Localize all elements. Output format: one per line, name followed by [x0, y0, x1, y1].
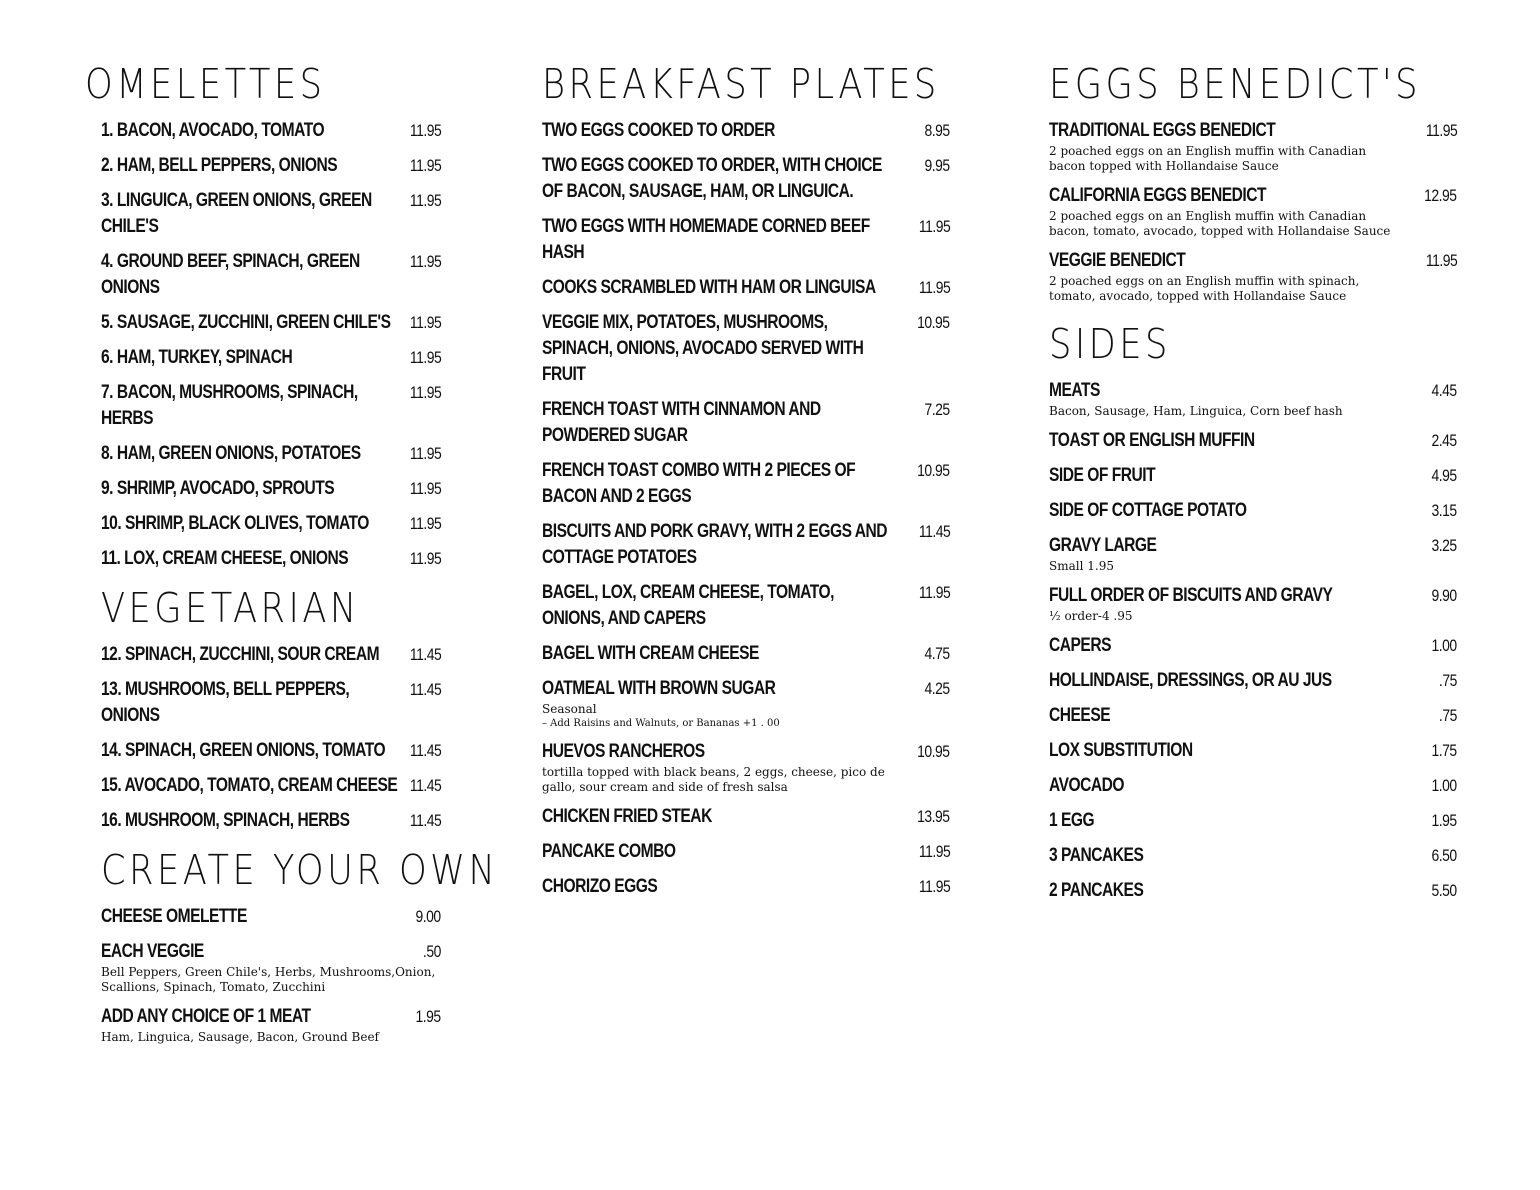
menu-item-name: CALIFORNIA EGGS BENEDICT	[1049, 185, 1267, 206]
menu-item-name: 3 PANCAKES	[1049, 845, 1144, 866]
menu-item-name: 15. AVOCADO, TOMATO, CREAM CHEESE	[101, 775, 398, 796]
menu-item-name: HOLLINDAISE, DRESSINGS, OR AU JUS	[1049, 670, 1332, 691]
menu-item	[1049, 583, 1457, 624]
menu-item-price: 4.95	[1431, 466, 1457, 485]
menu-item	[1049, 668, 1457, 694]
menu-item	[101, 153, 441, 179]
menu-item-name: LOX SUBSTITUTION	[1049, 740, 1193, 761]
omelettes-list	[85, 118, 441, 572]
menu-item-description: Bacon, Sausage, Ham, Linguica, Corn beef hash	[1049, 404, 1343, 418]
menu-item-description: 2 poached eggs on an English muffin with spinach, tomato, avocado, topped with Hollandaise Sauce	[1049, 274, 1360, 303]
menu-item-price: 11.95	[918, 583, 950, 602]
menu-item-row	[1049, 118, 1457, 144]
menu-item-name: SIDE OF COTTAGE POTATO	[1049, 500, 1247, 521]
menu-item-price: 7.25	[924, 400, 950, 419]
menu-item-name: 1. BACON, AVOCADO, TOMATO	[101, 120, 325, 141]
menu-item-row	[542, 310, 950, 388]
menu-item-row	[1049, 668, 1457, 694]
section-title-breakfast-plates: BREAKFAST PLATES	[542, 60, 940, 108]
menu-item-row	[542, 275, 950, 301]
menu-item-price: 9.90	[1431, 586, 1457, 605]
menu-item-price: 11.95	[409, 191, 441, 210]
menu-item-row	[542, 839, 950, 865]
menu-item-name: BAGEL WITH CREAM CHEESE	[542, 643, 759, 664]
menu-item	[101, 188, 441, 240]
menu-item-price: 11.95	[409, 514, 441, 533]
menu-item-price: 11.95	[409, 156, 441, 175]
menu-item	[101, 773, 441, 799]
menu-item-price: 11.95	[1425, 251, 1457, 270]
menu-item	[542, 519, 950, 571]
menu-item	[101, 808, 441, 834]
menu-item	[101, 677, 441, 729]
menu-item-price: 1.00	[1431, 776, 1457, 795]
create-your-own-list	[85, 904, 441, 1045]
menu-item	[101, 1004, 441, 1045]
menu-item-price: 11.95	[918, 877, 950, 896]
menu-item-description: Ham, Linguica, Sausage, Bacon, Ground Beef	[101, 1030, 379, 1044]
menu-item-name: OATMEAL WITH BROWN SUGAR	[542, 678, 776, 699]
menu-item	[1049, 378, 1457, 419]
menu-item-name: 9. SHRIMP, AVOCADO, SPROUTS	[101, 478, 335, 499]
menu-item-name: BISCUITS AND PORK GRAVY, WITH 2 EGGS AND COTTAGE POTATOES	[542, 521, 888, 568]
menu-item	[1049, 533, 1457, 574]
menu-item	[101, 642, 441, 668]
menu-item	[101, 441, 441, 467]
menu-item-row	[101, 188, 441, 240]
menu-item-name: SIDE OF FRUIT	[1049, 465, 1156, 486]
menu-item	[101, 738, 441, 764]
menu-item-row	[101, 118, 441, 144]
menu-item-description: 2 poached eggs on an English muffin with Canadian bacon topped with Hollandaise Sauce	[1049, 144, 1367, 173]
menu-item-name: TWO EGGS WITH HOMEMADE CORNED BEEF HASH	[542, 216, 870, 263]
menu-item-row	[1049, 248, 1457, 274]
menu-item-name: HUEVOS RANCHEROS	[542, 741, 705, 762]
menu-item-row	[542, 153, 950, 205]
menu-item-row	[101, 310, 441, 336]
menu-item-row	[1049, 428, 1457, 454]
menu-item-row	[542, 118, 950, 144]
menu-item-name: CHEESE OMELETTE	[101, 906, 247, 927]
menu-item-row	[1049, 498, 1457, 524]
menu-item-name: GRAVY LARGE	[1049, 535, 1157, 556]
section-title-create-your-own: CREATE YOUR OWN	[101, 846, 499, 894]
menu-item-price: 11.95	[918, 217, 950, 236]
menu-item-price: 13.95	[917, 807, 950, 826]
menu-item-price: 11.45	[409, 645, 441, 664]
menu-item-price: 11.95	[409, 252, 441, 271]
menu-item-price: 10.95	[917, 313, 950, 332]
menu-item-row	[101, 345, 441, 371]
menu-item-price: 3.15	[1431, 501, 1457, 520]
menu-item	[1049, 428, 1457, 454]
menu-item	[542, 310, 950, 388]
menu-item-name: BAGEL, LOX, CREAM CHEESE, TOMATO, ONIONS, AND CAPERS	[542, 582, 834, 629]
menu-item-row	[101, 808, 441, 834]
menu-item-price: 1.95	[1431, 811, 1457, 830]
menu-item-row	[1049, 738, 1457, 764]
menu-item	[1049, 808, 1457, 834]
menu-item-price: 11.95	[409, 444, 441, 463]
menu-item-price: 11.45	[409, 776, 441, 795]
menu-item	[542, 874, 950, 900]
menu-item	[1049, 118, 1457, 174]
menu-item-name: 16. MUSHROOM, SPINACH, HERBS	[101, 810, 350, 831]
menu-item-name: FRENCH TOAST WITH CINNAMON AND POWDERED SUGAR	[542, 399, 821, 446]
menu-item-row	[1049, 773, 1457, 799]
menu-item-price: 11.95	[918, 278, 950, 297]
menu-item-name: FULL ORDER OF BISCUITS AND GRAVY	[1049, 585, 1333, 606]
menu-item-price: 9.00	[415, 907, 441, 926]
menu-item-name: EACH VEGGIE	[101, 941, 204, 962]
menu-item-price: 9.95	[924, 156, 950, 175]
menu-item-description: Bell Peppers, Green Chile's, Herbs, Mushrooms,Onion, Scallions, Spinach, Tomato, Zucchini	[101, 965, 436, 994]
menu-item-name: 11. LOX, CREAM CHEESE, ONIONS	[101, 548, 349, 569]
menu-item-name: VEGGIE MIX, POTATOES, MUSHROOMS, SPINACH, ONIONS, AVOCADO SERVED WITH FRUIT	[542, 312, 864, 385]
menu-item-name: 4. GROUND BEEF, SPINACH, GREEN ONIONS	[101, 251, 360, 298]
menu-item-row	[101, 249, 441, 301]
menu-item-price: 11.95	[409, 348, 441, 367]
menu-item-row	[101, 939, 441, 965]
menu-item	[101, 310, 441, 336]
menu-item-name: MEATS	[1049, 380, 1100, 401]
menu-item-name: CAPERS	[1049, 635, 1111, 656]
menu-item-price: 11.45	[409, 680, 441, 699]
menu-item-row	[101, 380, 441, 432]
menu-item	[101, 380, 441, 432]
menu-item	[542, 739, 950, 795]
menu-item-name: 7. BACON, MUSHROOMS, SPINACH, HERBS	[101, 382, 358, 429]
menu-item-row	[542, 739, 950, 765]
menu-item-name: TWO EGGS COOKED TO ORDER	[542, 120, 775, 141]
menu-item-row	[542, 458, 950, 510]
menu-item-row	[1049, 703, 1457, 729]
menu-item	[101, 476, 441, 502]
menu-item-name: 2 PANCAKES	[1049, 880, 1144, 901]
menu-item-row	[542, 580, 950, 632]
menu-item-price: 1.00	[1431, 636, 1457, 655]
menu-item-row	[101, 677, 441, 729]
menu-item-price: 5.50	[1431, 881, 1457, 900]
menu-item-price: 12.95	[1424, 186, 1457, 205]
menu-item-row	[1049, 378, 1457, 404]
menu-item-row	[1049, 583, 1457, 609]
menu-item	[1049, 498, 1457, 524]
menu-item-description: ½ order-4 .95	[1049, 609, 1133, 623]
menu-item	[542, 641, 950, 667]
menu-item-row	[101, 476, 441, 502]
column-middle	[542, 58, 950, 909]
menu-item-row	[101, 1004, 441, 1030]
menu-item-row	[101, 738, 441, 764]
menu-item-name: CHICKEN FRIED STEAK	[542, 806, 712, 827]
menu-item	[1049, 183, 1457, 239]
menu-item-row	[101, 642, 441, 668]
menu-item-price: 2.45	[1431, 431, 1457, 450]
column-right	[1049, 58, 1457, 913]
menu-item-row	[542, 519, 950, 571]
section-title-eggs-benedicts: EGGS BENEDICT'S	[1049, 60, 1421, 108]
menu-item	[1049, 248, 1457, 304]
eggs-benedicts-list	[1049, 118, 1457, 304]
menu-item-price: 10.95	[917, 742, 950, 761]
menu-item-name: 6. HAM, TURKEY, SPINACH	[101, 347, 293, 368]
menu-item-row	[542, 641, 950, 667]
menu-item	[542, 153, 950, 205]
menu-item	[542, 676, 950, 730]
menu-item-name: TWO EGGS COOKED TO ORDER, WITH CHOICE OF BACON, SAUSAGE, HAM, OR LINGUICA.	[542, 155, 882, 202]
menu-item-price: 3.25	[1431, 536, 1457, 555]
menu-item	[101, 546, 441, 572]
menu-item	[542, 580, 950, 632]
menu-item-row	[542, 874, 950, 900]
menu-item-price: 1.75	[1431, 741, 1457, 760]
menu-item-name: FRENCH TOAST COMBO WITH 2 PIECES OF BACON AND 2 EGGS	[542, 460, 856, 507]
section-title-vegetarian: VEGETARIAN	[101, 584, 360, 632]
menu-item-row	[1049, 808, 1457, 834]
menu-item	[101, 939, 441, 995]
menu-item-name: 5. SAUSAGE, ZUCCHINI, GREEN CHILE'S	[101, 312, 391, 333]
menu-item-price: .75	[1439, 671, 1457, 690]
menu-item-price: 8.95	[924, 121, 950, 140]
menu-item-name: CHEESE	[1049, 705, 1111, 726]
menu-item-row	[101, 773, 441, 799]
menu-item	[1049, 878, 1457, 904]
menu-item-price: 10.95	[917, 461, 950, 480]
menu-item-name: 14. SPINACH, GREEN ONIONS, TOMATO	[101, 740, 386, 761]
menu-item	[101, 249, 441, 301]
menu-item-row	[542, 676, 950, 702]
menu-item-name: 1 EGG	[1049, 810, 1095, 831]
menu-item	[1049, 703, 1457, 729]
menu-item-price: 11.95	[409, 549, 441, 568]
menu-item-price: 11.95	[918, 842, 950, 861]
sides-list	[1049, 378, 1457, 904]
menu-item	[1049, 738, 1457, 764]
menu-item-name: 2. HAM, BELL PEPPERS, ONIONS	[101, 155, 338, 176]
menu-item-price: 11.95	[409, 383, 441, 402]
menu-item	[542, 804, 950, 830]
vegetarian-list	[85, 642, 441, 834]
menu-item-name: 10. SHRIMP, BLACK OLIVES, TOMATO	[101, 513, 369, 534]
menu-item-name: PANCAKE COMBO	[542, 841, 676, 862]
menu-item-price: 4.25	[924, 679, 950, 698]
menu-item-row	[101, 153, 441, 179]
menu-item-name: VEGGIE BENEDICT	[1049, 250, 1186, 271]
menu-item-price: 11.95	[1425, 121, 1457, 140]
menu-item-row	[542, 214, 950, 266]
menu-item-name: COOKS SCRAMBLED WITH HAM OR LINGUISA	[542, 277, 876, 298]
menu-item-name: TRADITIONAL EGGS BENEDICT	[1049, 120, 1276, 141]
menu-item	[101, 511, 441, 537]
menu-item	[1049, 843, 1457, 869]
section-title-omelettes: OMELETTES	[85, 60, 326, 108]
menu-item-row	[1049, 878, 1457, 904]
menu-item-price: 11.95	[409, 313, 441, 332]
menu-item-row	[101, 441, 441, 467]
menu-item-price: 1.95	[415, 1007, 441, 1026]
menu-item-row	[1049, 843, 1457, 869]
menu-item	[101, 118, 441, 144]
menu-item-price: 4.75	[924, 644, 950, 663]
menu-item-description: Seasonal	[542, 702, 597, 716]
menu-item-row	[542, 397, 950, 449]
menu-item-name: 8. HAM, GREEN ONIONS, POTATOES	[101, 443, 361, 464]
menu-item	[542, 118, 950, 144]
menu-item-price: 6.50	[1431, 846, 1457, 865]
menu-item-row	[1049, 533, 1457, 559]
menu-item-row	[101, 546, 441, 572]
menu-item-name: TOAST OR ENGLISH MUFFIN	[1049, 430, 1255, 451]
menu-item-row	[101, 904, 441, 930]
menu-item-name: 13. MUSHROOMS, BELL PEPPERS, ONIONS	[101, 679, 350, 726]
menu-item	[1049, 463, 1457, 489]
column-left	[85, 58, 499, 1054]
menu-item-price: .50	[423, 942, 441, 961]
menu-item-name: AVOCADO	[1049, 775, 1125, 796]
menu-item-row	[542, 804, 950, 830]
menu-item-price: .75	[1439, 706, 1457, 725]
menu-item-row	[1049, 463, 1457, 489]
menu-item	[542, 458, 950, 510]
menu-item	[542, 839, 950, 865]
menu-item-price: 11.45	[918, 522, 950, 541]
menu-item-price: 11.95	[409, 121, 441, 140]
menu-item	[1049, 633, 1457, 659]
menu-item-price: 11.45	[409, 811, 441, 830]
breakfast-plates-list	[542, 118, 950, 900]
menu-item-description: tortilla topped with black beans, 2 eggs, cheese, pico de gallo, sour cream and side of fresh salsa	[542, 765, 885, 794]
menu-item	[101, 904, 441, 930]
menu-item-description: 2 poached eggs on an English muffin with Canadian bacon, tomato, avocado, topped with Hollandaise Sauce	[1049, 209, 1391, 238]
section-title-sides: SIDES	[1049, 320, 1171, 368]
menu-item-name: ADD ANY CHOICE OF 1 MEAT	[101, 1006, 311, 1027]
menu-item-name: 3. LINGUICA, GREEN ONIONS, GREEN CHILE'S	[101, 190, 372, 237]
menu-item	[1049, 773, 1457, 799]
menu-item	[542, 397, 950, 449]
menu-item-price: 11.95	[409, 479, 441, 498]
menu-item-name: CHORIZO EGGS	[542, 876, 658, 897]
menu-item	[542, 214, 950, 266]
menu-item-price: 4.45	[1431, 381, 1457, 400]
menu-item-row	[101, 511, 441, 537]
menu-item-name: 12. SPINACH, ZUCCHINI, SOUR CREAM	[101, 644, 380, 665]
menu-item-row	[1049, 183, 1457, 209]
menu-item-row	[1049, 633, 1457, 659]
menu-item-description: Small 1.95	[1049, 559, 1114, 573]
menu-item	[101, 345, 441, 371]
menu-item-price: 11.45	[409, 741, 441, 760]
menu-item-note: – Add Raisins and Walnuts, or Bananas +1 . 00	[542, 718, 780, 729]
menu-item	[542, 275, 950, 301]
